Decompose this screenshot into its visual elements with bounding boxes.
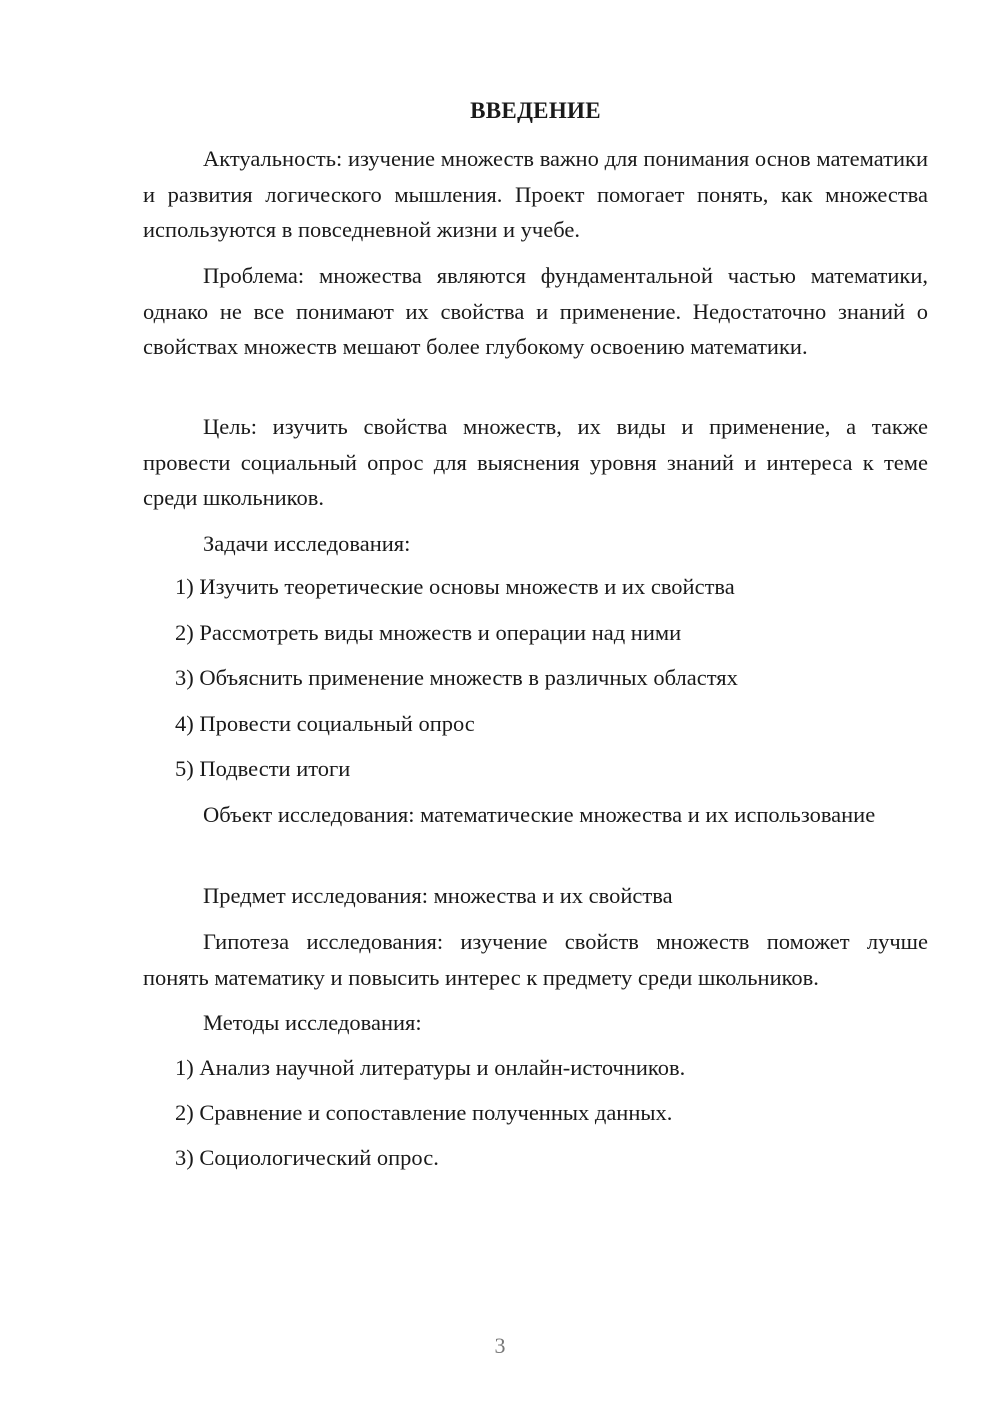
problem-paragraph: Проблема: множества являются фундаментальной частью математики, однако не все понимают их свойства и применение. Недостаточно знаний о свойствах множеств мешают более глубокому освоению математики. (143, 263, 928, 359)
task-item: 2) Рассмотреть виды множеств и операции над ними (175, 620, 682, 645)
method-item: 2) Сравнение и сопоставление полученных данных. (175, 1100, 673, 1125)
page-number: 3 (494, 1333, 506, 1358)
relevance-paragraph: Актуальность: изучение множеств важно для понимания основ математики и развития логического мышления. Проект помогает понять, как множества используются в повседневной жизни и учебе. (143, 146, 928, 242)
tasks-heading: Задачи исследования: (203, 531, 411, 556)
method-item: 1) Анализ научной литературы и онлайн-источников. (175, 1055, 686, 1080)
goal-paragraph: Цель: изучить свойства множеств, их виды и применение, а также провести социальный опрос для выяснения уровня знаний и интереса к теме среди школьников. (143, 414, 928, 510)
section-title: ВВЕДЕНИЕ (470, 98, 601, 123)
object-paragraph: Объект исследования: математические множества и их использование (203, 802, 876, 827)
subject-paragraph: Предмет исследования: множества и их свойства (203, 883, 673, 908)
method-item: 3) Социологический опрос. (175, 1145, 439, 1170)
task-item: 1) Изучить теоретические основы множеств и их свойства (175, 574, 735, 599)
methods-heading: Методы исследования: (203, 1010, 422, 1035)
hypothesis-paragraph: Гипотеза исследования: изучение свойств множеств поможет лучше понять математику и повысить интерес к предмету среди школьников. (143, 929, 928, 990)
task-item: 3) Объяснить применение множеств в различных областях (175, 665, 738, 690)
task-item: 4) Провести социальный опрос (175, 711, 475, 736)
task-item: 5) Подвести итоги (175, 756, 351, 781)
